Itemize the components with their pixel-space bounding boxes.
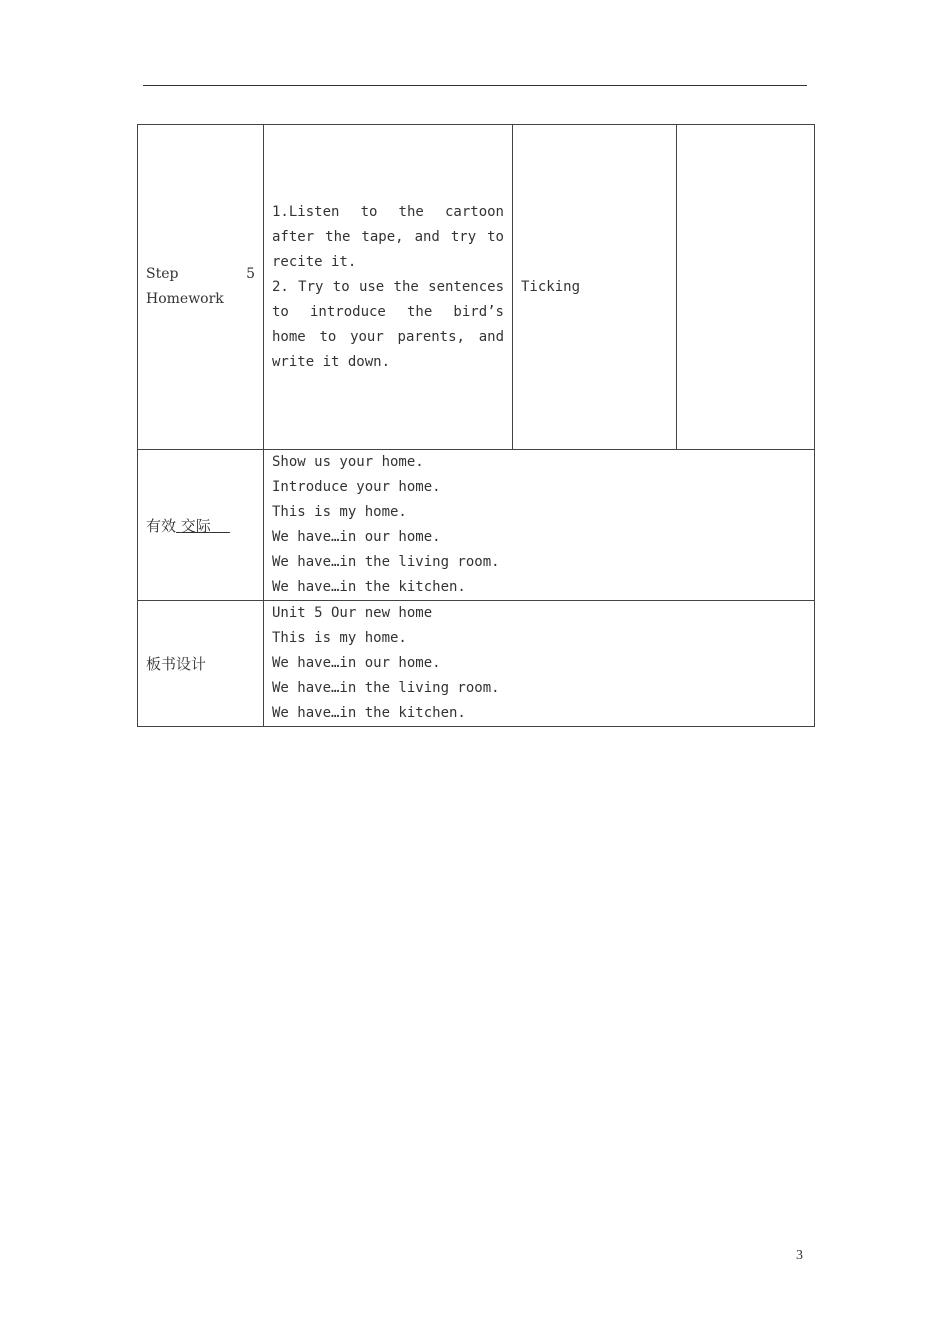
communication-line-list	[272, 450, 806, 600]
board-design-line: We have…in our home.	[272, 655, 441, 671]
communication-row	[138, 450, 815, 601]
homework-task-line: 1.Listen to the cartoon	[272, 203, 504, 220]
header-rule	[143, 85, 807, 86]
notes-cell	[677, 125, 815, 450]
communication-line: We have…in the living room.	[272, 554, 500, 570]
communication-line: Introduce your home.	[272, 479, 441, 495]
step-number: 5	[246, 266, 255, 282]
homework-tasks-cell	[264, 125, 513, 450]
homework-task-line: after the tape, and try to	[272, 228, 504, 245]
board-design-label: 板书设计	[146, 655, 207, 673]
step-cell	[138, 125, 264, 450]
communication-line: We have…in the kitchen.	[272, 579, 466, 595]
communication-line: This is my home.	[272, 504, 407, 520]
homework-task-list	[272, 200, 504, 375]
communication-label-cell	[138, 450, 264, 601]
homework-task-line: to introduce the bird’s	[272, 303, 504, 320]
page-number: 3	[796, 1248, 803, 1263]
homework-task-line: home to your parents, and	[272, 328, 504, 345]
board-design-line: This is my home.	[272, 630, 407, 646]
homework-row	[138, 125, 815, 450]
homework-task-line: 2. Try to use the sentences	[272, 278, 504, 295]
communication-label-part2: 交际	[180, 516, 211, 535]
communication-content-cell	[264, 450, 815, 601]
board-design-label-cell	[138, 601, 264, 727]
homework-task-line: write it down.	[272, 353, 391, 370]
evaluation-method: Ticking	[521, 278, 581, 295]
lesson-plan-table	[137, 124, 815, 727]
step-title: Homework	[146, 291, 224, 307]
communication-line: Show us your home.	[272, 454, 424, 470]
board-design-content-cell	[264, 601, 815, 727]
board-design-line: We have…in the kitchen.	[272, 705, 466, 721]
board-design-line: We have…in the living room.	[272, 680, 500, 696]
board-design-row	[138, 601, 815, 727]
board-design-line-list	[272, 601, 806, 726]
board-design-line: Unit 5 Our new home	[272, 605, 433, 621]
communication-line: We have…in our home.	[272, 529, 441, 545]
homework-task-line: recite it.	[272, 253, 357, 270]
communication-label-part1: 有效	[146, 516, 177, 535]
evaluation-cell	[513, 125, 677, 450]
step-word: Step	[146, 266, 179, 282]
